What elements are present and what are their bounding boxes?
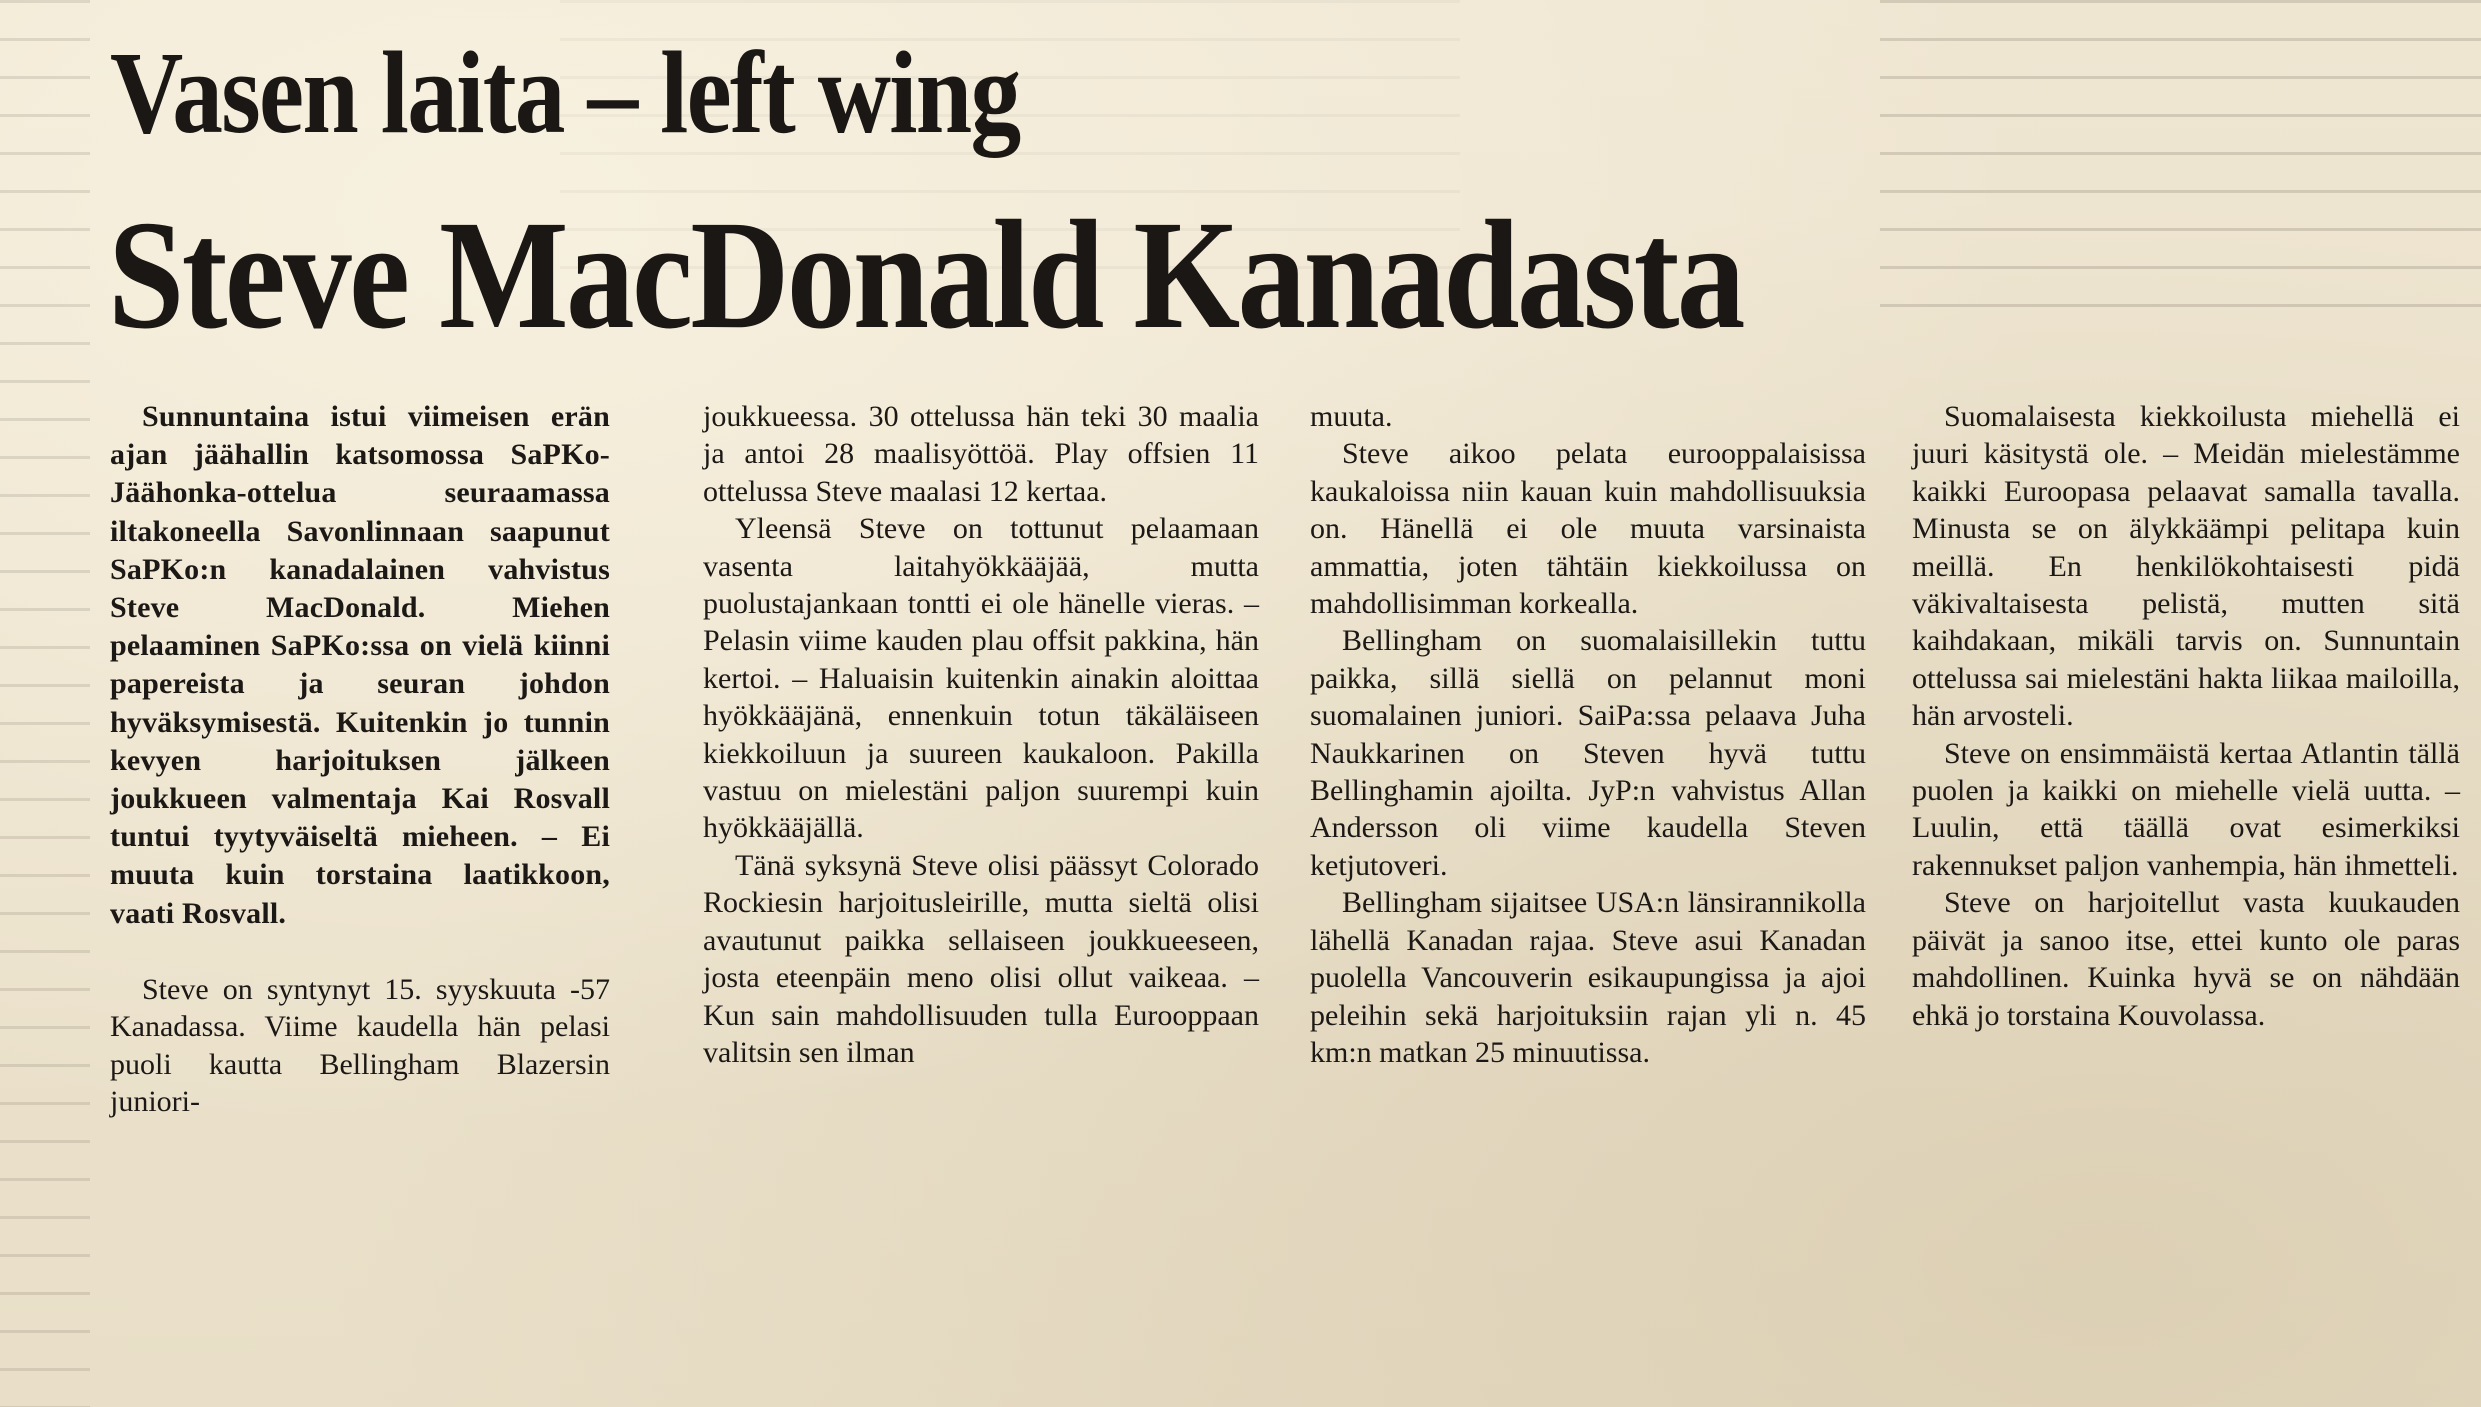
body-paragraph: Steve on ensimmäistä kertaa Atlantin tällä puolen ja kaikki on miehelle vielä uutta. – Luulin, että täällä ovat esimerkiksi rakennukset paljon vanhempia, hän ihmetteli.: [1912, 736, 2460, 882]
article-column-3: [1310, 398, 1866, 1071]
body-paragraph: Yleensä Steve on tottunut pelaamaan vasenta laitahyökkääjää, mutta puolustajankaan tontti ei ole hänelle vieras. – Pelasin viime kauden plau offsit pakkina, hän kertoi. – Haluaisin kuitenkin ainakin aloittaa hyökkääjänä, ennenkuin totun täkäläiseen kiekkoiluun ja suureen kaukaloon. Pakilla vastuu on mielestäni paljon suurempi kuin hyökkääjällä.: [703, 512, 1259, 845]
bleed-through-left: [0, 0, 90, 1407]
body-paragraph: joukkueessa. 30 ottelussa hän teki 30 maalia ja antoi 28 maalisyöttöä. Play offsien 11 ottelussa Steve maalasi 12 kertaa.: [703, 400, 1259, 508]
article-column-4: [1912, 398, 2460, 1034]
body-paragraph: Steve on syntynyt 15. syyskuuta -57 Kanadassa. Viime kaudella hän pelasi puoli kautta Bellingham Blazersin juniori-: [110, 972, 610, 1119]
lead-paragraph: Sunnuntaina istui viimeisen erän ajan jäähallin katsomossa SaPKo-Jäähonka-ottelua seuraamassa iltakoneella Savonlinnaan saapunut SaPKo:n kanadalainen vahvistus Steve MacDonald. Miehen pelaaminen SaPKo:ssa on vielä kiinni papereista ja seuran johdon hyväksymisestä. Kuitenkin jo tunnin kevyen harjoituksen jälkeen joukkueen valmentaja Kai Rosvall tuntui tyytyväiseltä mieheen. – Ei muuta kuin torstaina laatikkoon, vaati Rosvall.: [110, 400, 610, 930]
paragraph-gap: [110, 933, 610, 971]
body-paragraph: Bellingham on suomalaisillekin tuttu paikka, sillä siellä on pelannut moni suomalainen juniori. SaiPa:ssa pelaava Juha Naukkarinen on Steven hyvä tuttu Bellinghamin ajoilta. JyP:n vahvistus Allan Andersson oli viime kaudella Steven ketjutoveri.: [1310, 624, 1866, 882]
bleed-through-right: [1880, 0, 2481, 330]
headline-title: Steve MacDonald Kanadasta: [108, 188, 1743, 361]
article-column-1: [110, 398, 610, 1120]
body-paragraph: Tänä syksynä Steve olisi päässyt Colorado Rockiesin harjoitusleirille, mutta sieltä olisi avautunut paikka sellaiseen joukkueeseen, josta eteenpäin meno olisi ollut vaikeaa. – Kun sain mahdollisuuden tulla Eurooppaan valitsin sen ilman: [703, 848, 1259, 1069]
body-paragraph: muuta.: [1310, 400, 1393, 433]
body-paragraph: Steve on harjoitellut vasta kuukauden päivät ja sanoo itse, ettei kunto ole paras mahdollinen. Kuinka hyvä se on nähdään ehkä jo torstaina Kouvolassa.: [1912, 886, 2460, 1032]
headline-kicker: Vasen laita – left wing: [110, 27, 1020, 158]
body-paragraph: Suomalaisesta kiekkoilusta miehellä ei juuri käsitystä ole. – Meidän mielestämme kaikki Euroopasa pelaavat samalla tavalla. Minusta se on älykkäämpi pelitapa kuin meillä. En henkilökohtaisesti pidä väkivaltaisesta pelistä, mutten sitä kaihdakaan, mikäli tarvis on. Sunnuntain ottelussa sai mielestäni hakta liikaa mailoilla, hän arvosteli.: [1912, 400, 2460, 733]
article-column-2: [703, 398, 1259, 1071]
body-paragraph: Steve aikoo pelata eurooppalaisissa kaukaloissa niin kauan kuin mahdollisuuksia on. Hänellä ei ole muuta varsinaista ammattia, joten tähtäin kiekkoilussa on mahdollisimman korkealla.: [1310, 437, 1866, 621]
body-paragraph: Bellingham sijaitsee USA:n länsirannikolla lähellä Kanadan rajaa. Steve asui Kanadan puolella Vancouverin esikaupungissa ja ajoi peleihin sekä harjoituksiin rajan yli n. 45 km:n matkan 25 minuutissa.: [1310, 886, 1866, 1069]
